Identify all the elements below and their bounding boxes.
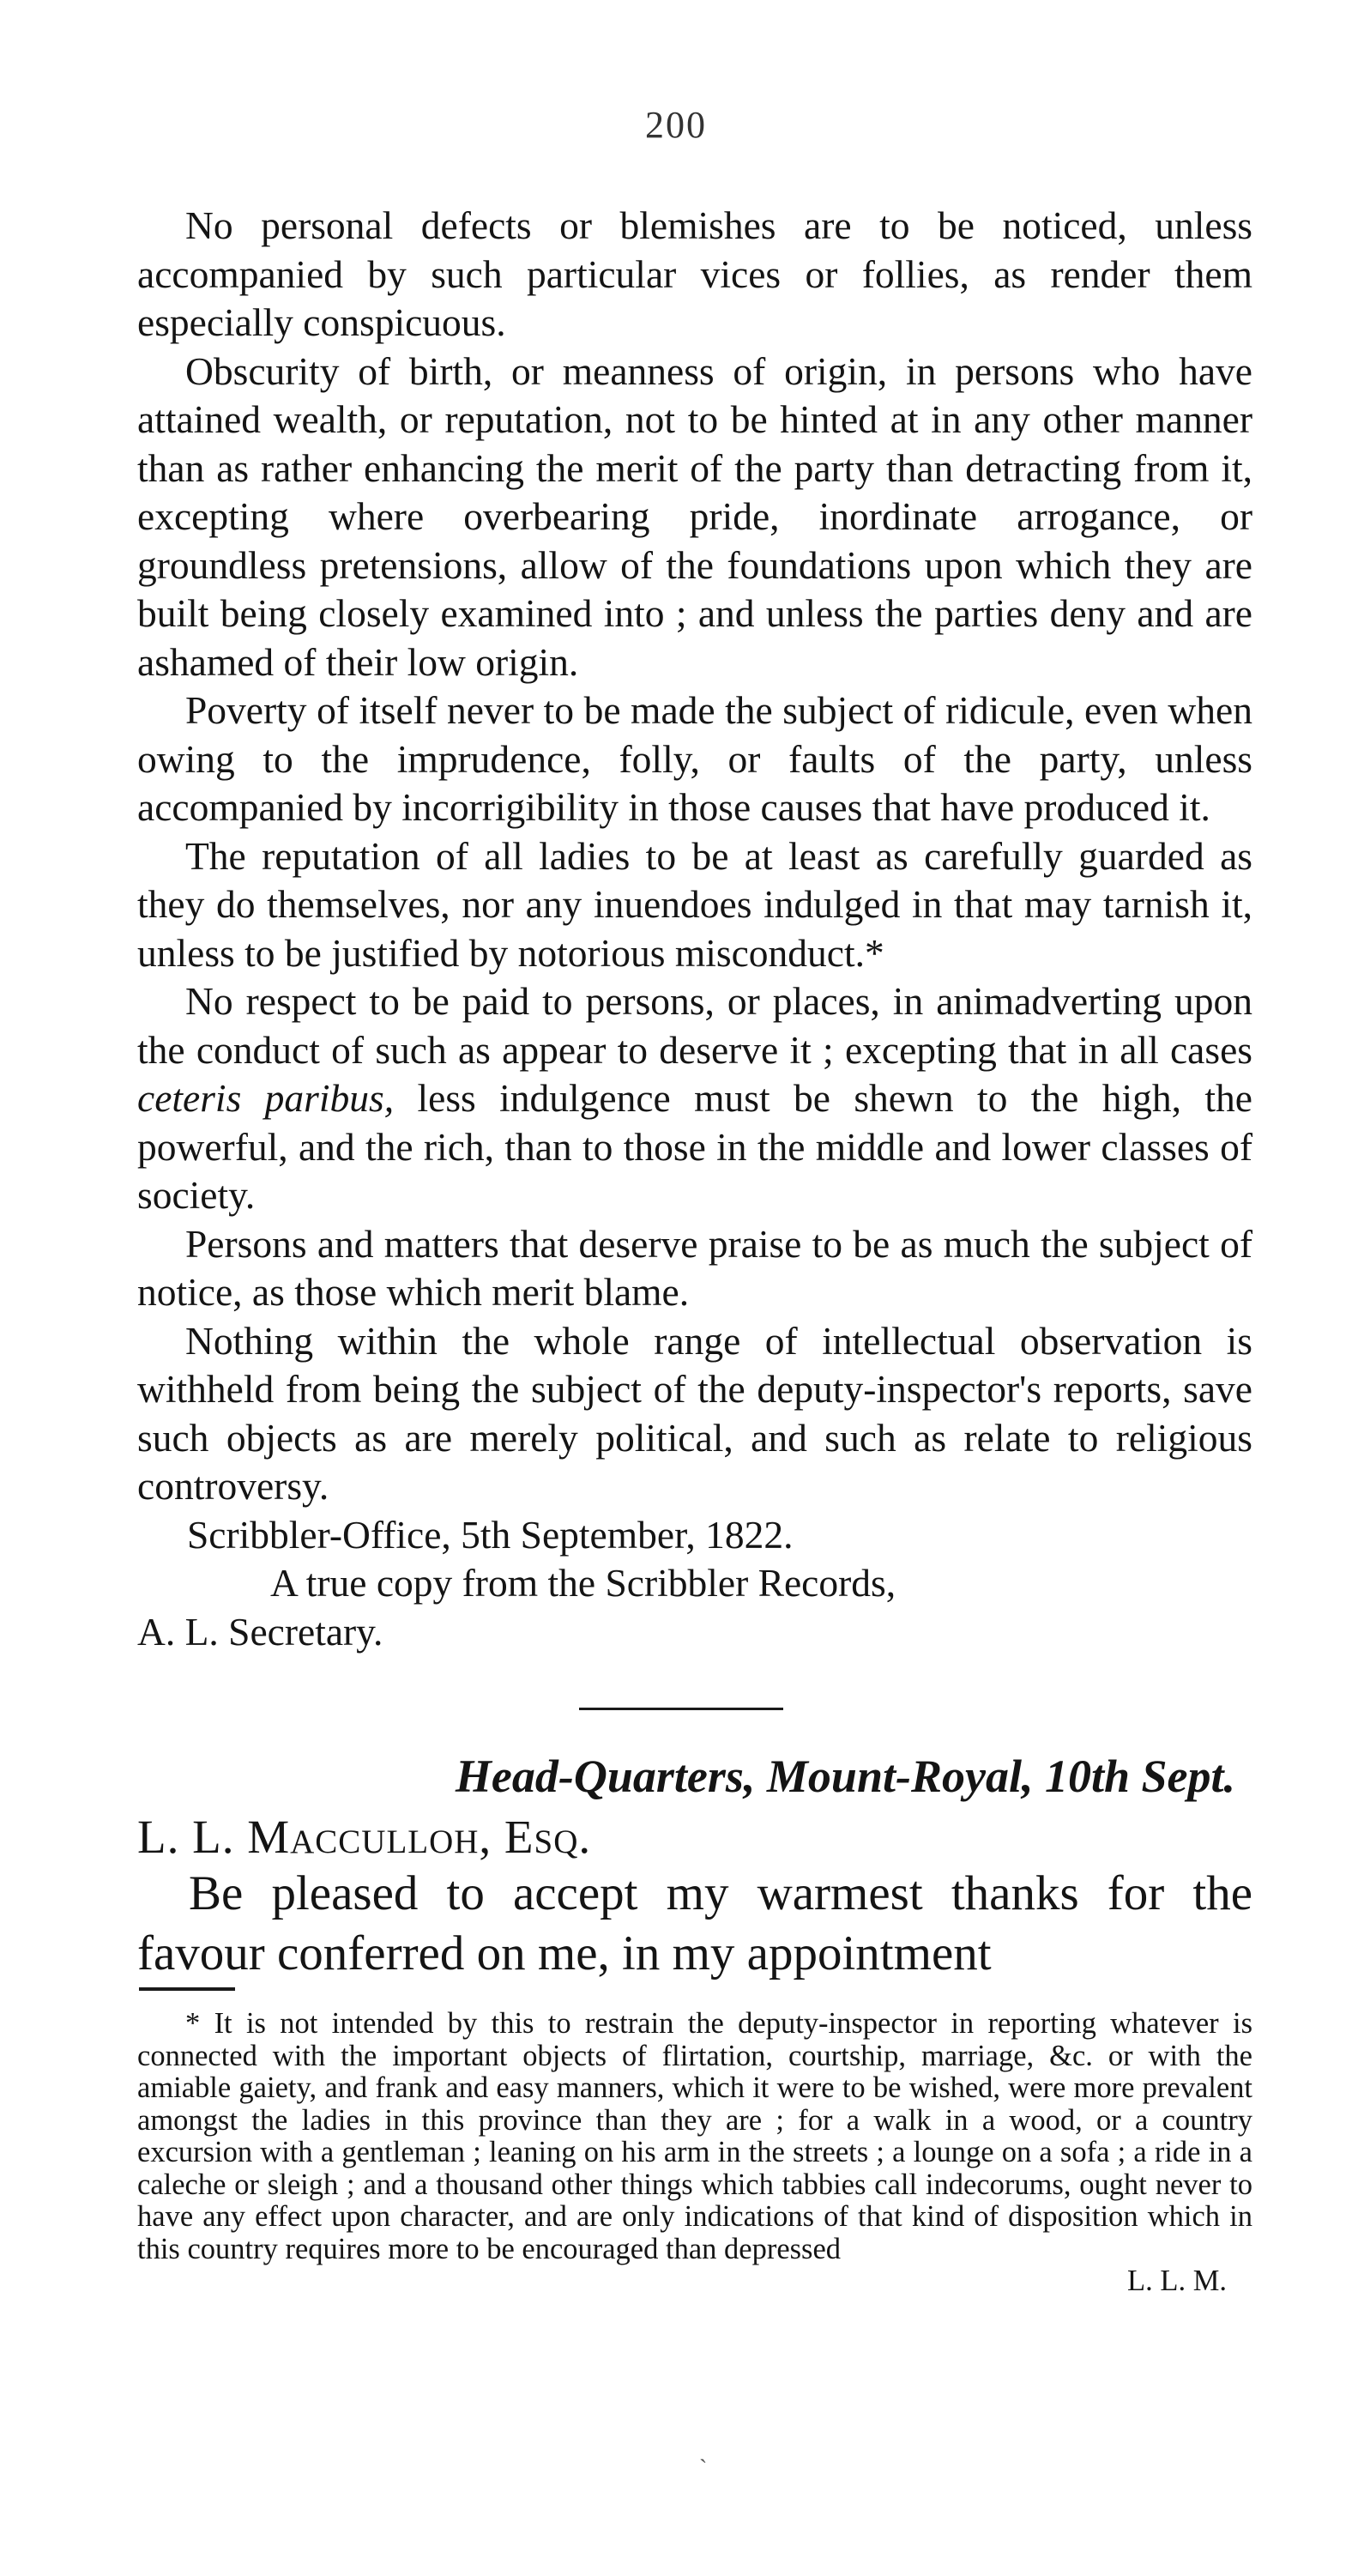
printer-mark: ˎ — [699, 2437, 708, 2464]
letter-heading: Head-Quarters, Mount-Royal, 10th Sept. — [455, 1751, 1235, 1802]
paragraph-no-respect-start: No respect to be paid to persons, or places, in animadverting upon the conduct of such as appear to deserve it ; excepting that in all cases — [137, 979, 1252, 1072]
page-number: 200 — [645, 104, 707, 146]
addressee-initials: L. L. — [137, 1811, 235, 1863]
paragraph-no-respect-end: less indulgence must be shewn to the high, the powerful, and the rich, than to those in the middle and lower classes of society. — [137, 1076, 1252, 1217]
footnote-divider — [139, 1987, 235, 1991]
footnote-text: * It is not intended by this to restrain the deputy-inspector in reporting whatever is connected with the important objects of flirtation, courtship, marriage, &c. or with the amiable gaiety, and frank and easy manners, which it were to be wished, were more prevalent amongst the ladies in this province than they are ; for a walk in a wood, or a country excursion with a gentleman ; leaning on his arm in the streets ; a lounge on a sofa ; a ride in a caleche or sleigh ; and a thousand other things which tabbies call indecorums, ought never to have any effect upon character, and are only indications of that kind of disposition which in this country requires more to be encouraged than depressed — [137, 2007, 1252, 2265]
paragraph-praise: Persons and matters that deserve praise to be as much the subject of notice, as those which merit blame. — [137, 1221, 1252, 1314]
paragraph-reputation-of-ladies: The reputation of all ladies to be at least as carefully guarded as they do themselves, nor any inuendoes indulged in that may tarnish it, unless to be justified by notorious misconduct.* — [137, 833, 1252, 975]
letter-addressee — [137, 1811, 1252, 1864]
footnote-signature: L. L. M. — [1127, 2265, 1227, 2297]
footnote — [137, 2008, 1252, 2298]
addressee-name: Macculloh, Esq. — [247, 1811, 592, 1863]
paragraph-personal-defects: No personal defects or blemishes are to be noticed, unless accompanied by such particular vices or follies, as render them especially conspicuous. — [137, 203, 1252, 344]
paragraph-obscurity-of-birth: Obscurity of birth, or meanness of origin, in persons who have attained wealth, or reputation, not to be hinted at in any other manner than as rather enhancing the merit of the party than detracting from it, excepting where overbearing pride, inordinate arrogance, or groundless pretensions, allow of the foundations upon which they are built being closely examined into ; and unless the parties deny and are ashamed of their low origin. — [137, 348, 1252, 684]
secretary-signature: A. L. Secretary. — [137, 1609, 383, 1654]
paragraph-no-respect — [137, 977, 1252, 1220]
paragraph-poverty: Poverty of itself never to be made the subject of ridicule, even when owing to the imprudence, folly, or faults of the party, unless accompanied by incorrigibility in those causes that have produced it. — [137, 688, 1252, 829]
letter-body: Be pleased to accept my warmest thanks for the favour conferred on me, in my appointment — [137, 1866, 1252, 1980]
main-text — [137, 202, 1252, 1656]
dateline: Scribbler-Office, 5th September, 1822. — [187, 1512, 794, 1557]
latin-phrase: ceteris paribus, — [137, 1076, 395, 1120]
letter-section — [137, 1742, 1252, 1984]
paragraph-intellectual-observation: Nothing within the whole range of intellectual observation is withheld from being the subject of the deputy-inspector's reports, save such objects as are merely political, and such as relate to religious controversy. — [137, 1318, 1252, 1508]
section-divider — [579, 1708, 783, 1710]
true-copy-line: A true copy from the Scribbler Records, — [270, 1561, 896, 1605]
